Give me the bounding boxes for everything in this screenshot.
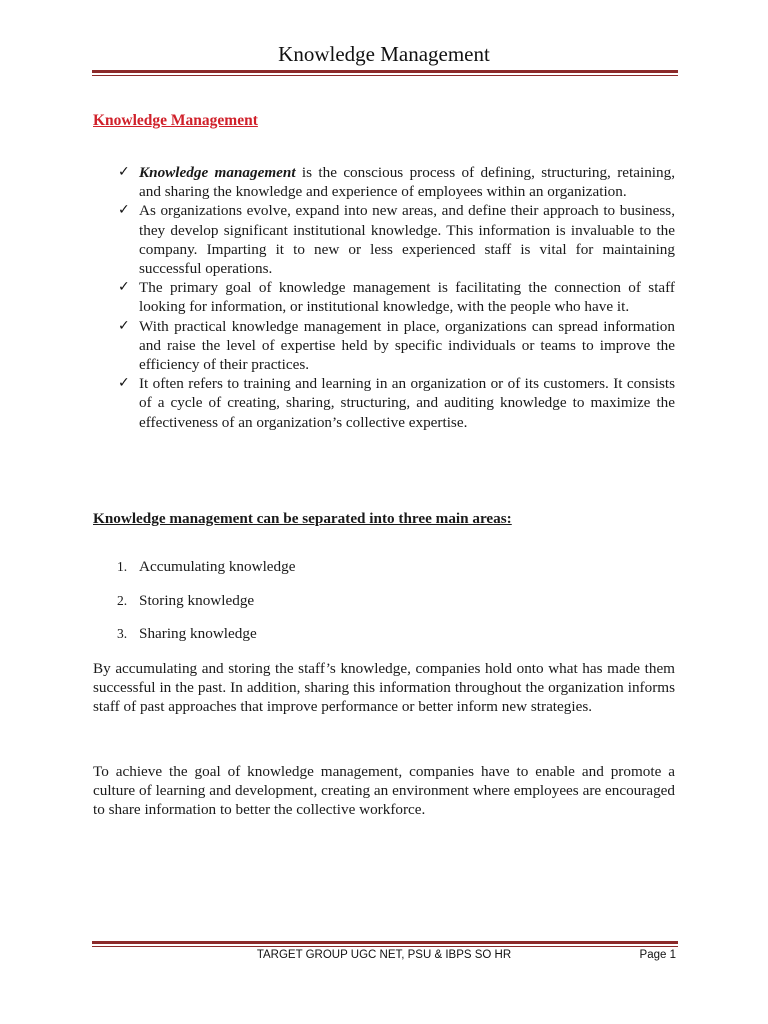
list-label: Accumulating knowledge — [139, 558, 296, 575]
body-paragraph: To achieve the goal of knowledge management, companies have to enable and promote a culture of learning and development, creating an environment where employees are encouraged to share information to better the collective workforce. — [93, 763, 675, 819]
checkmark-icon: ✓ — [118, 317, 130, 334]
footer-text: TARGET GROUP UGC NET, PSU & IBPS SO HR — [256, 949, 512, 961]
list-item — [93, 624, 295, 658]
bullet-item — [93, 201, 675, 278]
bullet-text: With practical knowledge management in place, organizations can spread information and raise the level of expertise held by specific individuals or teams to improve the efficiency of their practices. — [139, 317, 675, 374]
footer-rule-thin — [92, 946, 678, 947]
footer-rule — [92, 941, 678, 944]
areas-list — [93, 557, 295, 658]
body-paragraph: By accumulating and storing the staff’s knowledge, companies hold onto what has made them successful in the past. In addition, sharing this information throughout the organization informs staff of past approaches that improve performance or better inform new strategies. — [93, 660, 675, 716]
bullet-text: is the conscious process of defining, structuring, retaining, and sharing the knowledge and experience of employees within an organization. — [139, 164, 675, 201]
bullet-item — [93, 163, 675, 201]
checkmark-icon: ✓ — [118, 202, 130, 219]
list-label: Storing knowledge — [139, 591, 255, 609]
list-item — [93, 591, 295, 625]
areas-heading: Knowledge management can be separated into three main areas: — [93, 510, 512, 527]
bullet-text: It often refers to training and learning in an organization or of its customers. It consists of a cycle of creating, sharing, structuring, and auditing knowledge to maximize the effectiveness of an organization’s collective expertise. — [139, 375, 675, 431]
bullet-item — [93, 374, 675, 432]
bullet-item — [93, 278, 675, 316]
page-number: Page 1 — [639, 949, 676, 961]
list-number: 1. — [117, 559, 128, 574]
bullet-text: The primary goal of knowledge management is facilitating the connection of staff looking for information, or institutional knowledge, with the people who have it. — [139, 279, 675, 316]
bullet-lead: Knowledge management — [139, 164, 296, 181]
list-number: 2. — [117, 592, 128, 608]
list-label: Sharing knowledge — [139, 625, 257, 642]
bullet-item — [93, 317, 675, 375]
page-header-title: Knowledge Management — [278, 42, 490, 66]
list-item — [93, 557, 295, 591]
bullet-list — [93, 163, 675, 432]
header-rule-thin — [92, 75, 678, 76]
checkmark-icon: ✓ — [118, 279, 130, 296]
list-number: 3. — [117, 626, 128, 641]
header-rule — [92, 70, 678, 73]
checkmark-icon: ✓ — [118, 164, 130, 180]
section-heading: Knowledge Management — [93, 112, 258, 129]
checkmark-icon: ✓ — [118, 375, 130, 392]
bullet-text: As organizations evolve, expand into new areas, and define their approach to business, they develop significant institutional knowledge. This information is invaluable to the company. Imparting it to new or less experienced staff is vital for maintaining successful operations. — [139, 202, 675, 278]
